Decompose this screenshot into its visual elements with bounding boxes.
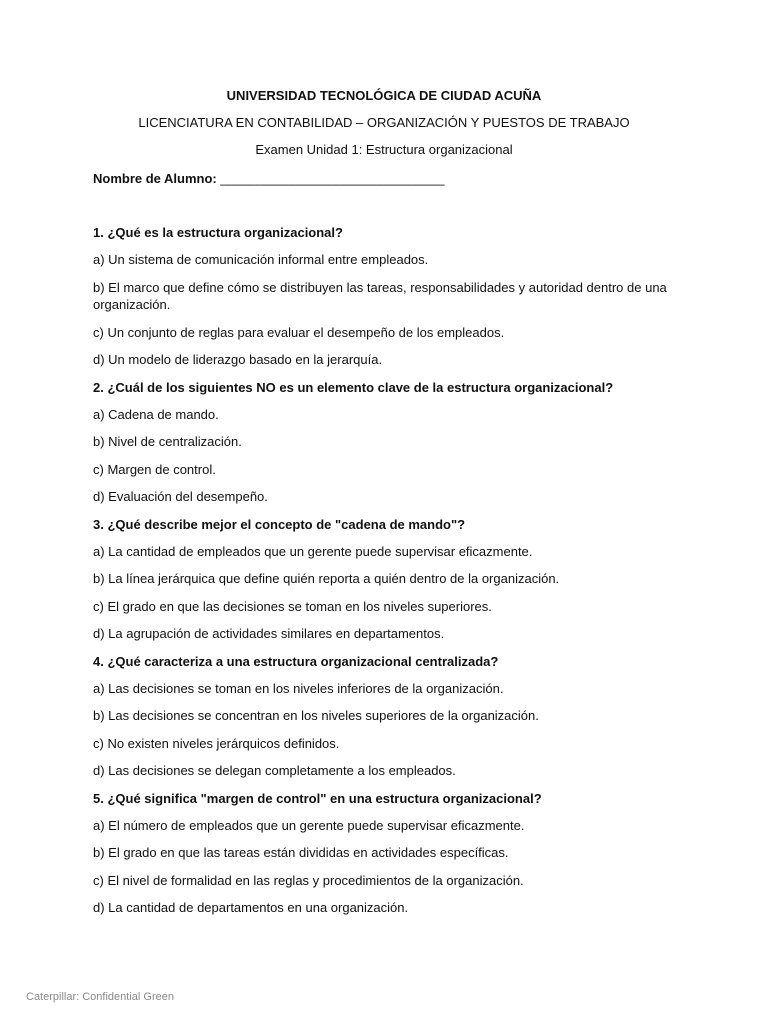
question-1-option-c: c) Un conjunto de reglas para evaluar el desempeño de los empleados.: [93, 325, 505, 340]
question-1: 1. ¿Qué es la estructura organizacional?: [93, 225, 343, 240]
question-5-option-d: d) La cantidad de departamentos en una organización.: [93, 900, 409, 915]
question-1-option-a: a) Un sistema de comunicación informal entre empleados.: [93, 252, 429, 267]
question-4-option-a: a) Las decisiones se toman en los niveles inferiores de la organización.: [93, 681, 504, 696]
question-3-option-a: a) La cantidad de empleados que un gerente puede supervisar eficazmente.: [93, 544, 533, 559]
question-1-option-b: b) El marco que define cómo se distribuyen las tareas, responsabilidades y autoridad dentro de una organización.: [93, 280, 667, 312]
student-name-field: [93, 170, 683, 187]
question-2-option-a: a) Cadena de mando.: [93, 407, 219, 422]
student-name-blank: _______________________________: [220, 171, 445, 186]
question-1-option-d: d) Un modelo de liderazgo basado en la jerarquía.: [93, 352, 383, 367]
question-5-option-b: b) El grado en que las tareas están divididas en actividades específicas.: [93, 845, 509, 860]
question-4-option-b: b) Las decisiones se concentran en los niveles superiores de la organización.: [93, 708, 539, 723]
question-5-option-a: a) El número de empleados que un gerente puede supervisar eficazmente.: [93, 818, 525, 833]
question-5: 5. ¿Qué significa "margen de control" en una estructura organizacional?: [93, 791, 542, 806]
question-2: 2. ¿Cuál de los siguientes NO es un elemento clave de la estructura organizacional?: [93, 380, 614, 395]
question-2-option-b: b) Nivel de centralización.: [93, 434, 242, 449]
question-3: 3. ¿Qué describe mejor el concepto de "cadena de mando"?: [93, 517, 466, 532]
question-3-option-b: b) La línea jerárquica que define quién reporta a quién dentro de la organización.: [93, 571, 560, 586]
question-2-option-c: c) Margen de control.: [93, 462, 216, 477]
question-4-option-d: d) Las decisiones se delegan completamente a los empleados.: [93, 763, 456, 778]
question-2-option-d: d) Evaluación del desempeño.: [93, 489, 268, 504]
question-3-option-d: d) La agrupación de actividades similares en departamentos.: [93, 626, 445, 641]
university-title: UNIVERSIDAD TECNOLÓGICA DE CIUDAD ACUÑA: [226, 88, 542, 103]
program-subtitle: LICENCIATURA EN CONTABILIDAD – ORGANIZACIÓN Y PUESTOS DE TRABAJO: [138, 115, 630, 130]
question-5-option-c: c) El nivel de formalidad en las reglas y procedimientos de la organización.: [93, 873, 524, 888]
classification-footer: Caterpillar: Confidential Green: [26, 991, 174, 1003]
question-3-option-c: c) El grado en que las decisiones se toman en los niveles superiores.: [93, 599, 492, 614]
student-name-label: Nombre de Alumno:: [93, 171, 217, 186]
question-4: 4. ¿Qué caracteriza a una estructura organizacional centralizada?: [93, 654, 499, 669]
question-4-option-c: c) No existen niveles jerárquicos definidos.: [93, 736, 340, 751]
exam-title: Examen Unidad 1: Estructura organizacional: [255, 142, 513, 157]
